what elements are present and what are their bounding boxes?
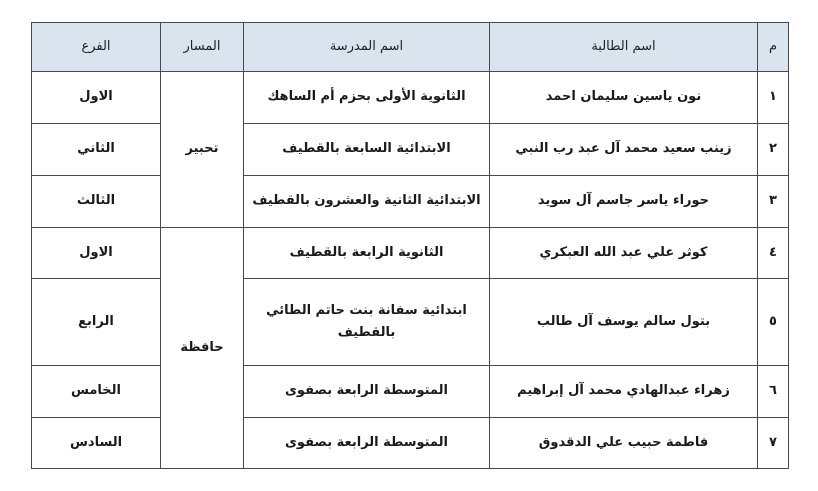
rank: الخامس <box>32 366 161 418</box>
row-num: ٥ <box>758 279 789 366</box>
school-name: المتوسطة الرابعة بصفوى <box>244 366 490 418</box>
table-row <box>32 228 789 279</box>
row-num: ٧ <box>758 418 789 469</box>
header-track: المسار <box>161 23 244 72</box>
student-name: حوراء ياسر جاسم آل سويد <box>490 176 758 228</box>
row-num: ٣ <box>758 176 789 228</box>
header-school-name: اسم المدرسة <box>244 23 490 72</box>
row-num: ١ <box>758 72 789 124</box>
student-name: نون ياسين سليمان احمد <box>490 72 758 124</box>
school-name: الثانوية الرابعة بالقطيف <box>244 228 490 279</box>
student-name: فاطمة حبيب علي الدقدوق <box>490 418 758 469</box>
rank: الاول <box>32 72 161 124</box>
rank: الاول <box>32 228 161 279</box>
rank: الرابع <box>32 279 161 366</box>
student-name: كوثر علي عبد الله العبكري <box>490 228 758 279</box>
table-row <box>32 366 789 418</box>
table-row <box>32 418 789 469</box>
header-student-name: اسم الطالبة <box>490 23 758 72</box>
header-num: م <box>758 23 789 72</box>
school-name: الابتدائية السابعة بالقطيف <box>244 124 490 176</box>
student-name: زينب سعيد محمد آل عبد رب النبي <box>490 124 758 176</box>
student-name: زهراء عبدالهادي محمد آل إبراهيم <box>490 366 758 418</box>
rank: الثاني <box>32 124 161 176</box>
row-num: ٤ <box>758 228 789 279</box>
school-name: الابتدائية الثانية والعشرون بالقطيف <box>244 176 490 228</box>
table-row <box>32 176 789 228</box>
rank: الثالث <box>32 176 161 228</box>
rank: السادس <box>32 418 161 469</box>
school-name: الثانوية الأولى بحزم أم الساهك <box>244 72 490 124</box>
table-header-row <box>32 23 789 72</box>
results-sheet <box>31 22 788 468</box>
row-num: ٢ <box>758 124 789 176</box>
table-row <box>32 279 789 366</box>
track-memorization: حافظة <box>161 228 244 469</box>
header-rank: الفرع <box>32 23 161 72</box>
table-row <box>32 124 789 176</box>
table-row <box>32 72 789 124</box>
row-num: ٦ <box>758 366 789 418</box>
student-name: بتول سالم يوسف آل طالب <box>490 279 758 366</box>
winners-table <box>31 22 789 469</box>
school-name: ابتدائية سفانة بنت حاتم الطائي بالقطيف <box>244 279 490 366</box>
track-writing: تحبير <box>161 72 244 228</box>
school-name: المتوسطة الرابعة بصفوى <box>244 418 490 469</box>
